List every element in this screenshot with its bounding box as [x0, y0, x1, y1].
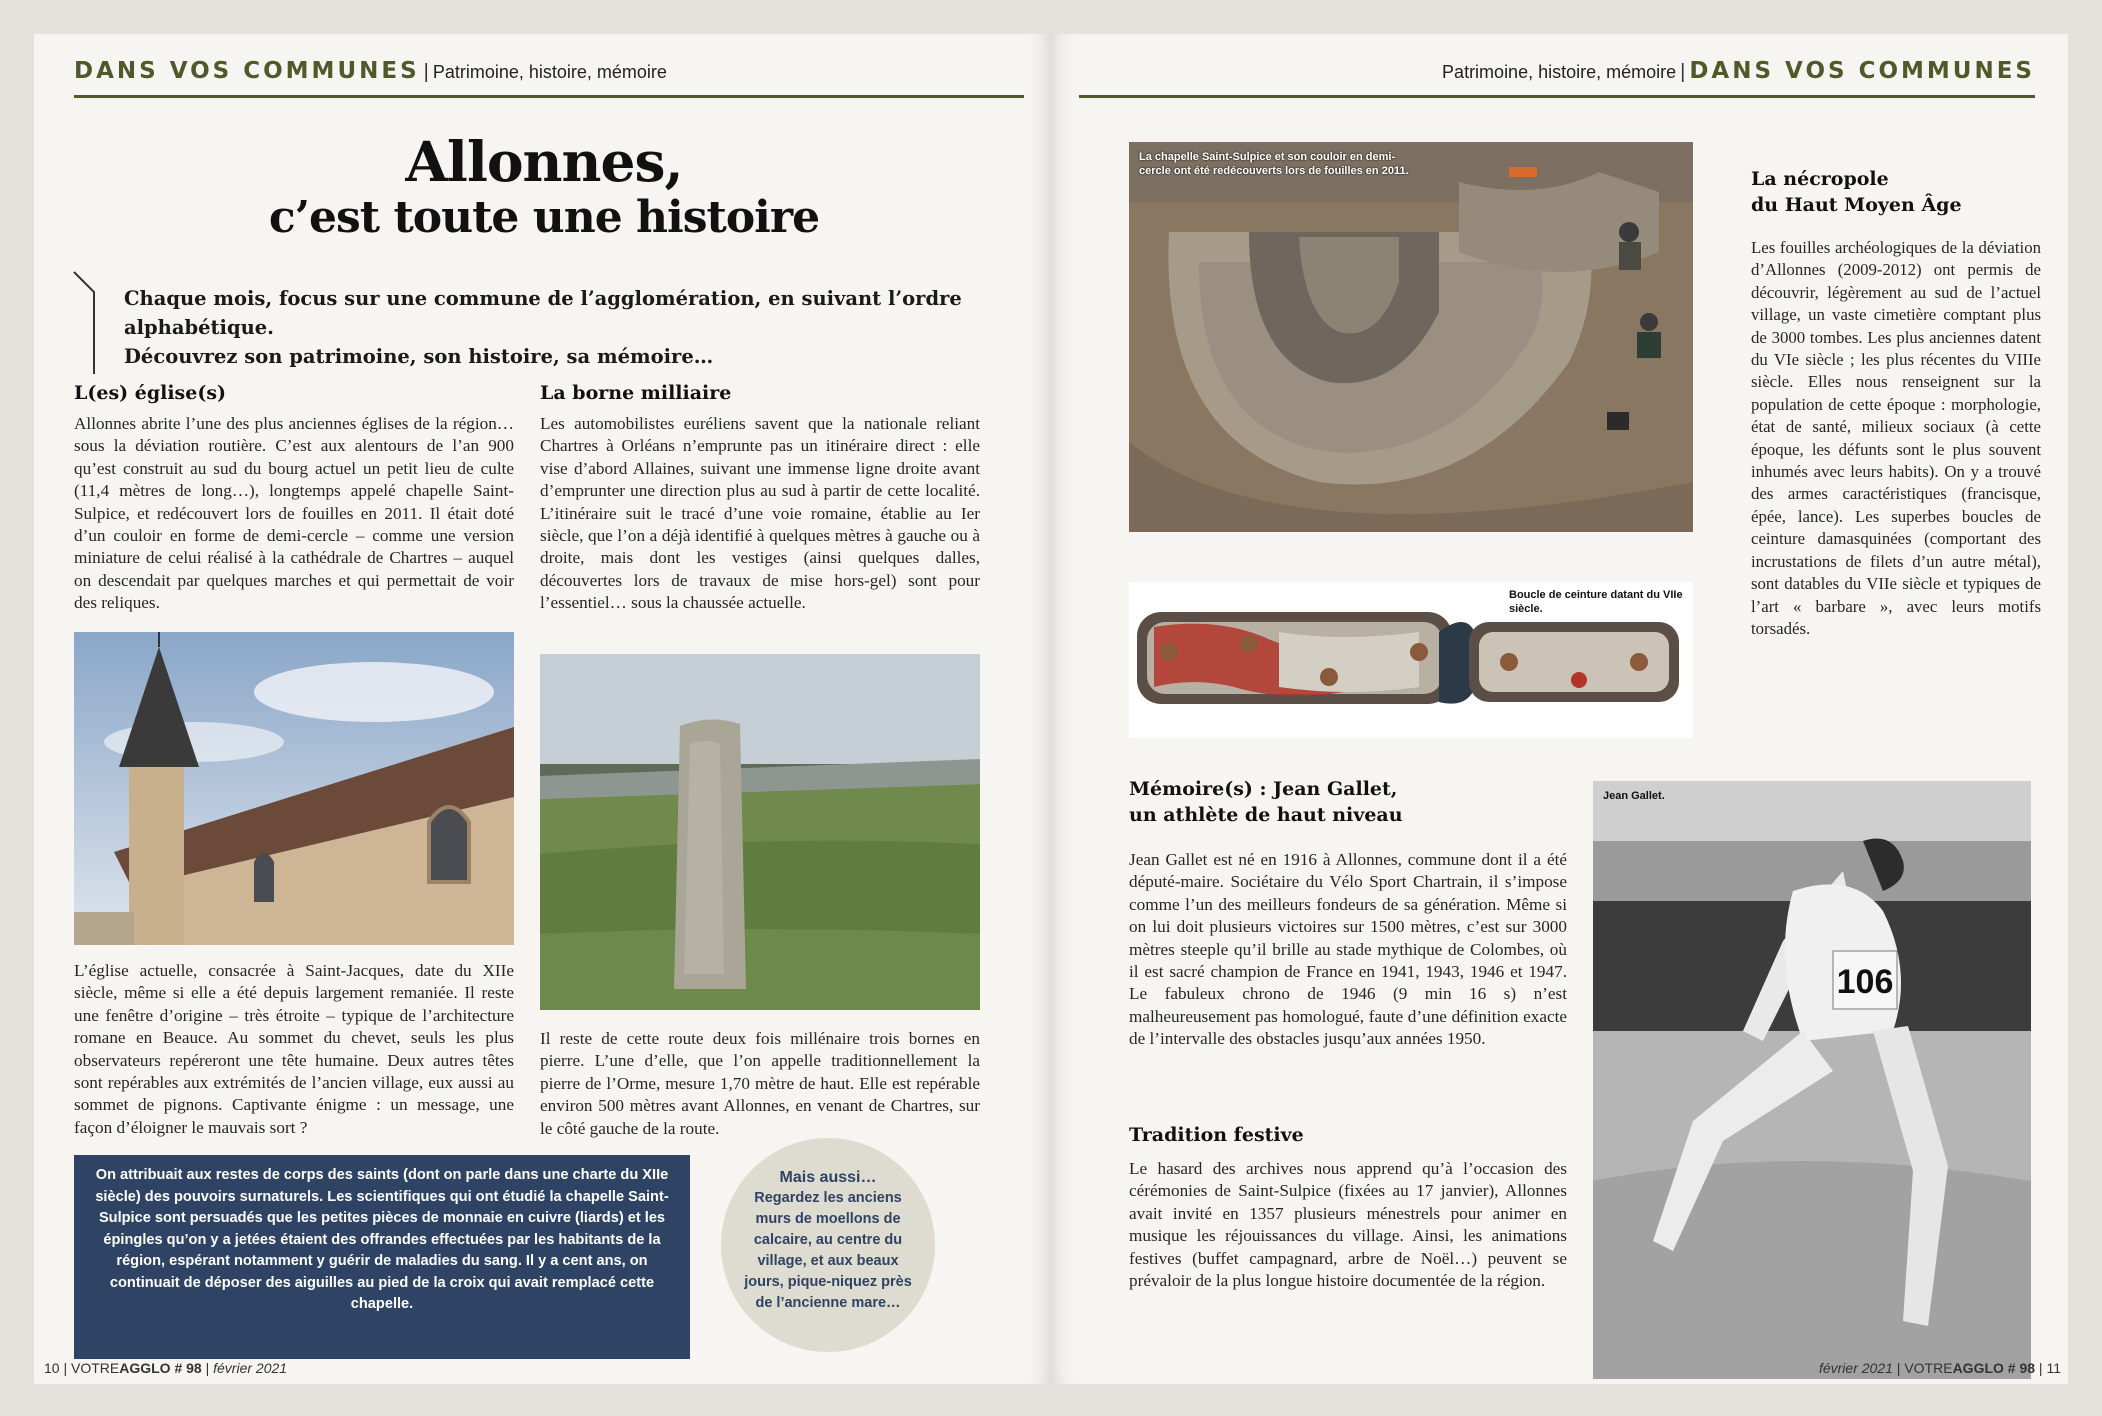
tradition-paragraph: Le hasard des archives nous apprend qu’à l’occasion des cérémonies de Saint-Sulpice (fixées au 17 janvier), Allonnes avait invité en 1357 plusieurs ménestrels pour animer en musique les réjouissances du village. Ainsi, les animations festives (buffet campagnard, arbre de Noël…) peuvent se prévaloir de la plus longue histoire documentée de la région. [1129, 1159, 1567, 1291]
tradition-heading: Tradition festive [1129, 1124, 1304, 1146]
header-brand: DANS VOS COMMUNES [1689, 58, 2035, 84]
header-section: Patrimoine, histoire, mémoire [432, 62, 667, 82]
borne-paragraph-1: Les automobilistes euréliens savent que la nationale reliant Chartres à Orléans n’emprunte pas un itinéraire direct : elle vise d’abord Allaines, suivant une immense ligne droite avant d’emprunter une direction plus au sud à partir de cette localité. L’itinéraire suit le tracé d’une voie romaine, établie au Ier siècle, que l’on a déjà identifié à quelques mètres à gauche ou à droite, mais dont les vestiges (ainsi quelques dalles, découvertes lors de travaux de mise hors-gel) sont pour l’essentiel… sous la chaussée actuelle. [540, 414, 980, 613]
magazine-prefix: VOTRE [71, 1360, 120, 1376]
athlete-image [1593, 781, 2031, 1379]
page-header [1091, 58, 2035, 94]
athlete-photo [1593, 781, 2031, 1379]
footer-separator: | [1896, 1360, 1901, 1376]
buckle-caption: Boucle de ceinture datant du VIIe siècle. [1509, 589, 1683, 615]
church-image [74, 632, 514, 945]
eglise-paragraph-2: L’église actuelle, consacrée à Saint-Jacques, date du XIIe siècle, même si elle a été depuis largement remaniée. Il reste une fenêtre d’origine – très étroite – typique de l’architecture romane en Beauce. Au sommet du chevet, seuls les plus observateurs repéreront une tête humaine. Deux autres têtes sont repérables aux extrémités de l’ancien village, eux aussi au sommet de pignons. Captivante énigme : un message, une façon d’éloigner le mauvais sort ? [74, 961, 514, 1137]
header-rule [1079, 95, 2035, 98]
memoire-heading [1129, 776, 1549, 828]
page-header [74, 58, 1024, 94]
page-title: Allonnes, [405, 129, 683, 194]
saints-info-box: On attribuait aux restes de corps des saints (dont on parle dans une charte du XIIe siècle) des pouvoirs surnaturels. Les scientifiques qui ont étudié la chapelle Saint-Sulpice sont persuadés que les petites pièces de monnaie en cuivre (liards) et les épingles qu’on y a jetées étaient des offrandes effectuées par les habitants de la région, espérant notamment y guérir de maladies du sang. Il y a cent ans, on continuait de déposer des aiguilles au pied de la croix qui avait remplacé cette chapelle. [74, 1155, 690, 1359]
lede-line-2: Découvrez son patrimoine, son histoire, sa mémoire… [124, 345, 714, 368]
page-subtitle: c’est toute une histoire [268, 192, 820, 243]
lede [124, 284, 1024, 371]
borne-heading: La borne milliaire [540, 382, 732, 404]
memoire-heading-line-2: un athlète de haut niveau [1129, 804, 1403, 826]
necropole-heading-line-1: La nécropole [1751, 168, 1889, 190]
necropole-heading [1751, 166, 2041, 218]
header-separator: | [1680, 61, 1686, 83]
header-separator: | [423, 61, 429, 83]
excavation-image [1129, 142, 1693, 532]
lede-bracket-icon [72, 270, 102, 376]
magazine-name: AGGLO # 98 [119, 1360, 202, 1376]
footer-separator: | [63, 1360, 68, 1376]
necropole-paragraph: Les fouilles archéologiques de la déviation d’Allonnes (2009-2012) ont permis de découvrir, légèrement au sud de l’actuel village, un vaste cimetière comptant plus de 3000 tombes. Les plus anciennes datent du VIe siècle ; les plus récentes du VIIIe siècle. Elles nous renseignent sur la population de cette époque : morphologie, état de santé, milieux sociaux (à cette époque, les défunts sont le plus souvent inhumés avec leurs habits). On y a trouvé des armes caractéristiques (francisque, épée, lance). Les superbes boucles de ceinture damasquinées (comportant des incrustations de filets d’un autre métal), sont datables du VIIe siècle et typiques de l’art « barbare », avec leurs motifs torsadés. [1751, 238, 2041, 638]
page-footer [44, 1360, 444, 1376]
eglise-paragraph-1: Allonnes abrite l’une des plus anciennes églises de la région… sous la déviation routière. C’est aux alentours de l’an 900 qu’est construit au sud du bourg actuel un petit lieu de culte (11,4 mètres de long…), longtemps appelé chapelle Saint-Sulpice, et redécouvert lors de fouilles en 2011. Il était doté d’un couloir en forme de demi-cercle – comme une version miniature de celui réalisé à la cathédrale de Chartres – auquel on descendait par quelques marches et qui permettait de voir des reliques. [74, 414, 514, 613]
memoire-paragraph: Jean Gallet est né en 1916 à Allonnes, commune dont il a été député-maire. Sociétaire du Vélo Sport Chartrain, il s’impose comme l’un des meilleurs fondeurs de sa génération. Même si on lui doit plusieurs victoires sur 1500 mètres, c’est sur 3000 mètres steeple qu’il brille au stade mythique de Colombes, où il est sacré champion de France en 1941, 1943, 1946 et 1947. Le fabuleux chrono de 1946 (9 min 16 s) n’est malheureusement pas homologué, faute d’une définition exacte de l’intervalle des obstacles jusqu’aux années 1950. [1129, 850, 1567, 1049]
issue-date: février 2021 [1818, 1360, 1893, 1376]
page-number: 10 [44, 1360, 60, 1376]
excavation-photo [1129, 142, 1693, 532]
footer-separator: | [205, 1360, 210, 1376]
memoire-heading-line-1: Mémoire(s) : Jean Gallet, [1129, 778, 1398, 800]
church-photo [74, 632, 514, 945]
lede-line-1: Chaque mois, focus sur une commune de l’agglomération, en suivant l’ordre alphabétique. [124, 287, 962, 339]
bib-number: 106 [1836, 963, 1894, 1001]
page-footer [1611, 1360, 2061, 1376]
page-number: 11 [2046, 1360, 2061, 1376]
mais-aussi-text: Regardez les anciens murs de moellons de calcaire, au centre du village, et aux beaux jours, pique-niquez près de l’ancienne mare… [744, 1190, 912, 1311]
milestone-photo [540, 654, 980, 1010]
borne-paragraph-2: Il reste de cette route deux fois millénaire trois bornes en pierre. L’une d’elle, que l’on appelle traditionnellement la pierre de l’Orme, mesure 1,70 mètre de haut. Elle est repérable environ 500 mètres avant Allonnes, en venant de Chartres, sur le côté gauche de la route. [540, 1029, 980, 1138]
right-page [1051, 34, 2068, 1384]
header-brand: DANS VOS COMMUNES [74, 58, 420, 84]
issue-date: février 2021 [213, 1360, 288, 1376]
left-page [34, 34, 1051, 1384]
buckle-photo [1129, 582, 1693, 738]
header-section: Patrimoine, histoire, mémoire [1442, 62, 1677, 82]
mais-aussi-title: Mais aussi… [779, 1169, 877, 1186]
magazine-prefix: VOTRE [1904, 1360, 1953, 1376]
eglise-heading: L(es) église(s) [74, 382, 227, 404]
excavation-caption: La chapelle Saint-Sulpice et son couloir en demi-cercle ont été redécouverts lors de fouilles en 2011. [1139, 151, 1409, 177]
milestone-image [540, 654, 980, 1010]
mais-aussi-circle [721, 1138, 935, 1352]
magazine-name: AGGLO # 98 [1952, 1360, 2036, 1376]
footer-separator: | [2038, 1360, 2043, 1376]
header-rule [74, 95, 1024, 98]
necropole-heading-line-2: du Haut Moyen Âge [1751, 194, 1962, 216]
athlete-caption: Jean Gallet. [1603, 790, 1665, 802]
